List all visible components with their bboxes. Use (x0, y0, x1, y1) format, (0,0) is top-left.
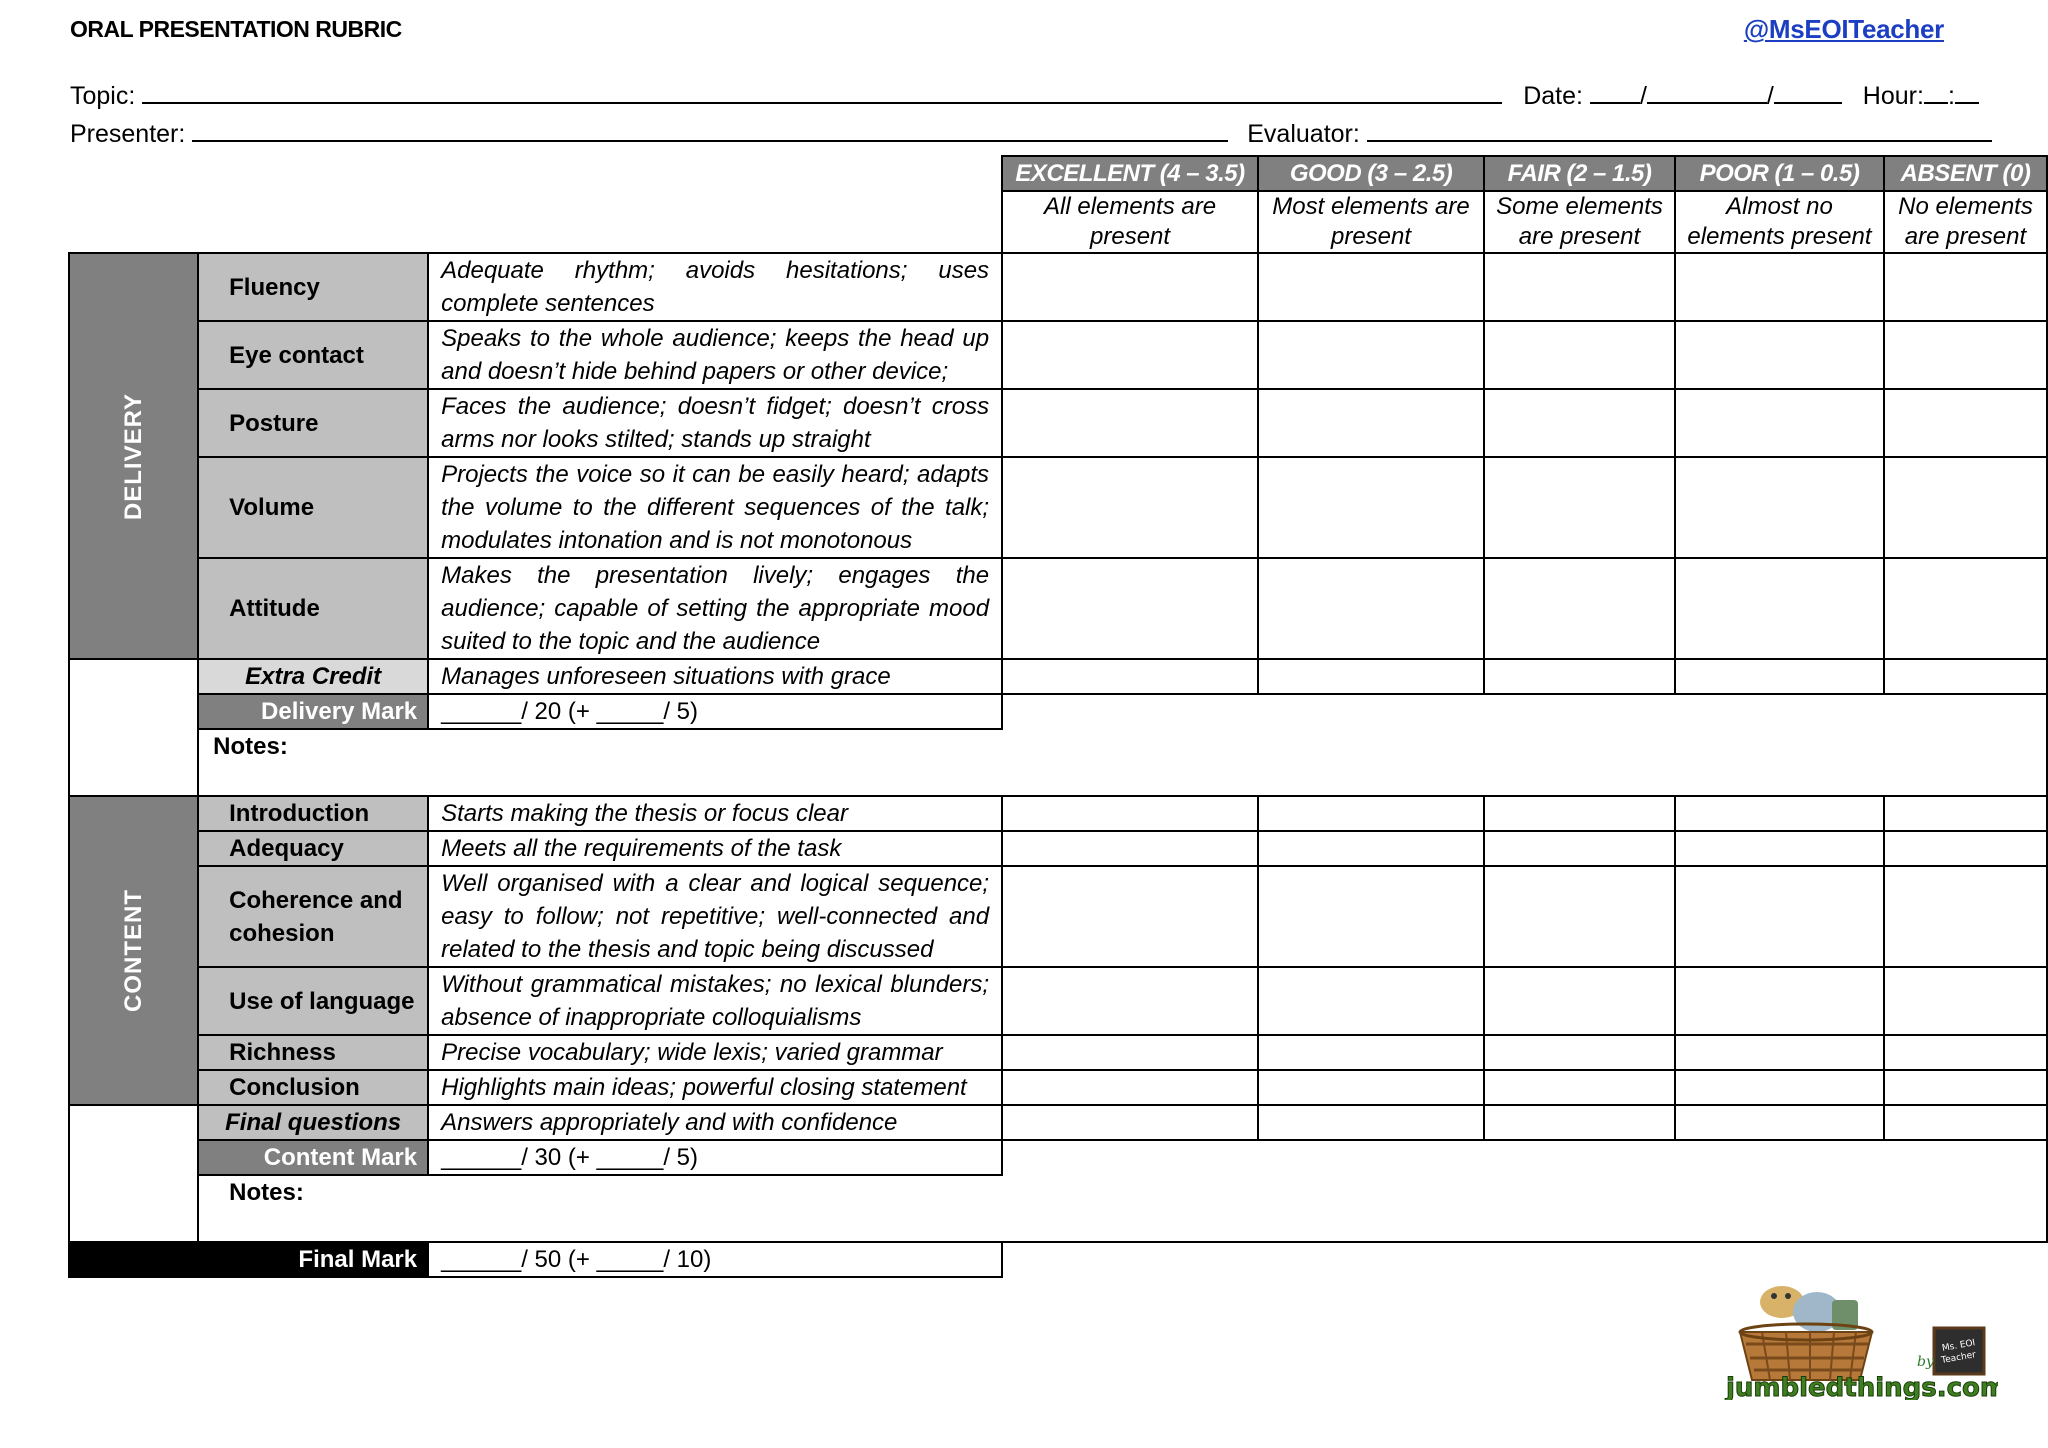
criterion-desc: Highlights main ideas; powerful closing statement (428, 1070, 1002, 1105)
criterion-desc: Projects the voice so it can be easily heard; adapts the volume to the different sequences of the talk; modulates intonation and is not monotonous (428, 457, 1002, 558)
score-cell[interactable] (1484, 796, 1675, 831)
score-cell[interactable] (1258, 967, 1484, 1035)
topic-label: Topic: (70, 82, 136, 110)
score-cell[interactable] (1258, 321, 1484, 389)
score-cell[interactable] (1884, 1035, 2047, 1070)
score-cell[interactable] (1258, 796, 1484, 831)
score-cell[interactable] (1258, 659, 1484, 694)
score-cell[interactable] (1484, 389, 1675, 457)
score-cell[interactable] (1258, 1070, 1484, 1105)
score-cell[interactable] (1002, 321, 1258, 389)
twitter-handle-link[interactable]: @MsEOITeacher (1743, 14, 1944, 44)
criterion-name: Fluency (198, 253, 428, 321)
svg-text:by: by (1917, 1354, 1934, 1370)
score-cell[interactable] (1884, 558, 2047, 659)
final-questions-label: Final questions (198, 1105, 428, 1140)
level-header-excellent: EXCELLENT (4 – 3.5) (1002, 156, 1258, 191)
evaluator-field[interactable] (1367, 118, 1992, 142)
criterion-name: Posture (198, 389, 428, 457)
score-cell[interactable] (1258, 866, 1484, 967)
score-cell[interactable] (1484, 1070, 1675, 1105)
svg-text:Teacher: Teacher (1940, 1350, 1977, 1366)
presenter-row (70, 118, 1992, 149)
score-cell[interactable] (1002, 1105, 1258, 1140)
criterion-desc: Makes the presentation lively; engages the audience; capable of setting the appropriate mood suited to the topic and the audience (428, 558, 1002, 659)
basket-logo-icon (1722, 1262, 1998, 1400)
date-month-field[interactable] (1647, 80, 1767, 104)
content-mark-label: Content Mark (198, 1140, 428, 1175)
score-cell[interactable] (1675, 389, 1884, 457)
score-cell[interactable] (1002, 831, 1258, 866)
score-cell[interactable] (1675, 1070, 1884, 1105)
score-cell[interactable] (1675, 866, 1884, 967)
score-cell[interactable] (1484, 321, 1675, 389)
level-desc-absent: No elements are present (1884, 191, 2047, 253)
content-extra-spacer (69, 1105, 198, 1242)
score-cell[interactable] (1675, 659, 1884, 694)
criterion-name: Use of language (198, 967, 428, 1035)
criterion-name: Introduction (198, 796, 428, 831)
header-blank (69, 156, 1002, 253)
score-cell[interactable] (1484, 457, 1675, 558)
score-cell[interactable] (1675, 457, 1884, 558)
score-cell[interactable] (1675, 1035, 1884, 1070)
score-cell[interactable] (1884, 1105, 2047, 1140)
score-cell[interactable] (1002, 796, 1258, 831)
score-cell[interactable] (1002, 1035, 1258, 1070)
criterion-desc: Adequate rhythm; avoids hesitations; uses complete sentences (428, 253, 1002, 321)
criterion-name: Conclusion (198, 1070, 428, 1105)
content-notes-label: Notes: (198, 1175, 1002, 1242)
score-cell[interactable] (1002, 967, 1258, 1035)
score-cell[interactable] (1484, 831, 1675, 866)
rubric-table (68, 155, 2048, 1278)
score-cell[interactable] (1258, 457, 1484, 558)
score-cell[interactable] (1002, 389, 1258, 457)
score-cell[interactable] (1884, 1070, 2047, 1105)
criterion-name: Eye contact (198, 321, 428, 389)
score-cell[interactable] (1002, 659, 1258, 694)
score-cell[interactable] (1258, 389, 1484, 457)
svg-text:Ms. EOI: Ms. EOI (1941, 1338, 1977, 1354)
score-cell[interactable] (1484, 1105, 1675, 1140)
score-cell[interactable] (1675, 831, 1884, 866)
delivery-notes-area[interactable] (1002, 694, 2047, 796)
topic-row: Topic: Date: / / Hour: : (70, 80, 1979, 111)
final-mark-label: Final Mark (69, 1242, 428, 1277)
score-cell[interactable] (1884, 389, 2047, 457)
score-cell[interactable] (1258, 558, 1484, 659)
score-cell[interactable] (1484, 866, 1675, 967)
level-desc-fair: Some elements are present (1484, 191, 1675, 253)
score-cell[interactable] (1675, 321, 1884, 389)
score-cell[interactable] (1258, 1035, 1484, 1070)
delivery-mark-field[interactable]: ______/ 20 (+ _____/ 5) (428, 694, 1002, 729)
extra-credit-label: Extra Credit (198, 659, 428, 694)
score-cell[interactable] (1884, 659, 2047, 694)
date-label: Date: (1523, 82, 1583, 110)
criterion-name: Attitude (198, 558, 428, 659)
criterion-desc: Meets all the requirements of the task (428, 831, 1002, 866)
level-desc-poor: Almost no elements present (1675, 191, 1884, 253)
criterion-name: Volume (198, 457, 428, 558)
jumbledthings-logo (1722, 1262, 1998, 1400)
score-cell[interactable] (1484, 253, 1675, 321)
delivery-notes-label: Notes: (198, 729, 1002, 796)
content-mark-field[interactable]: ______/ 30 (+ _____/ 5) (428, 1140, 1002, 1175)
score-cell[interactable] (1675, 1105, 1884, 1140)
score-cell[interactable] (1884, 967, 2047, 1035)
content-category: CONTENT (69, 796, 198, 1105)
document-title: ORAL PRESENTATION RUBRIC (70, 16, 402, 42)
score-cell[interactable] (1002, 558, 1258, 659)
score-cell[interactable] (1484, 1035, 1675, 1070)
score-cell[interactable] (1675, 967, 1884, 1035)
score-cell[interactable] (1884, 796, 2047, 831)
criterion-desc: Well organised with a clear and logical sequence; easy to follow; not repetitive; well-connected and related to the thesis and topic being discussed (428, 866, 1002, 967)
minute-field[interactable] (1955, 80, 1979, 104)
evaluator-label: Evaluator: (1247, 120, 1360, 148)
extra-credit-desc: Manages unforeseen situations with grace (428, 659, 1002, 694)
presenter-label: Presenter: (70, 120, 186, 148)
criterion-desc: Starts making the thesis or focus clear (428, 796, 1002, 831)
score-cell[interactable] (1484, 558, 1675, 659)
criterion-name: Coherence and cohesion (198, 866, 428, 967)
score-cell[interactable] (1002, 457, 1258, 558)
score-cell[interactable] (1675, 253, 1884, 321)
score-cell[interactable] (1884, 457, 2047, 558)
score-cell[interactable] (1002, 1070, 1258, 1105)
score-cell[interactable] (1484, 967, 1675, 1035)
score-cell[interactable] (1002, 253, 1258, 321)
score-cell[interactable] (1258, 831, 1484, 866)
date-day-field[interactable] (1590, 80, 1640, 104)
score-cell[interactable] (1484, 659, 1675, 694)
content-notes-area[interactable] (1002, 1140, 2047, 1242)
criterion-name: Richness (198, 1035, 428, 1070)
level-header-good: GOOD (3 – 2.5) (1258, 156, 1484, 191)
score-cell[interactable] (1884, 866, 2047, 967)
criterion-desc: Speaks to the whole audience; keeps the head up and doesn’t hide behind papers or other device; (428, 321, 1002, 389)
svg-text:jumbledthings.com: jumbledthings.com (1726, 1373, 1998, 1400)
criterion-name: Adequacy (198, 831, 428, 866)
score-cell[interactable] (1884, 321, 2047, 389)
criterion-desc: Without grammatical mistakes; no lexical blunders; absence of inappropriate colloquialisms (428, 967, 1002, 1035)
delivery-mark-label: Delivery Mark (198, 694, 428, 729)
date-year-field[interactable] (1774, 80, 1842, 104)
criterion-desc: Precise vocabulary; wide lexis; varied grammar (428, 1035, 1002, 1070)
final-mark-field[interactable]: ______/ 50 (+ _____/ 10) (428, 1242, 1002, 1277)
score-cell[interactable] (1258, 1105, 1484, 1140)
score-cell[interactable] (1675, 558, 1884, 659)
score-cell[interactable] (1258, 253, 1484, 321)
level-desc-excellent: All elements are present (1002, 191, 1258, 253)
score-cell[interactable] (1884, 831, 2047, 866)
level-header-fair: FAIR (2 – 1.5) (1484, 156, 1675, 191)
final-questions-desc: Answers appropriately and with confidence (428, 1105, 1002, 1140)
level-desc-good: Most elements are present (1258, 191, 1484, 253)
level-header-absent: ABSENT (0) (1884, 156, 2047, 191)
presenter-field[interactable] (192, 118, 1228, 142)
hour-label: Hour: (1862, 82, 1924, 110)
score-cell[interactable] (1675, 796, 1884, 831)
score-cell[interactable] (1002, 866, 1258, 967)
level-header-poor: POOR (1 – 0.5) (1675, 156, 1884, 191)
score-cell[interactable] (1884, 253, 2047, 321)
hour-field[interactable] (1924, 80, 1948, 104)
delivery-extra-spacer (69, 659, 198, 796)
topic-field[interactable] (142, 80, 1502, 104)
criterion-desc: Faces the audience; doesn’t fidget; doesn’t cross arms nor looks stilted; stands up straight (428, 389, 1002, 457)
delivery-category: DELIVERY (69, 253, 198, 659)
